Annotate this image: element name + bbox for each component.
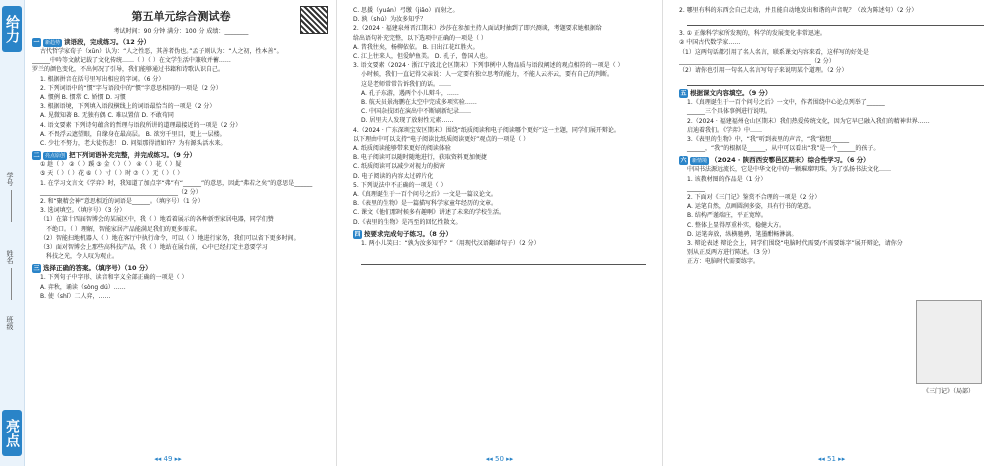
side-stripe xyxy=(0,0,25,466)
page-50 xyxy=(336,0,662,466)
section-header xyxy=(32,264,330,273)
text-line: ② 中国古代数学家…… xyxy=(679,39,741,47)
text-line: 2. 下列词语中的“惯”字与语段中的“惯”字意思相同的一项是（2 分） xyxy=(40,84,222,92)
section-header xyxy=(32,38,330,47)
text-line: 3. 语文要素（2024 · 浙江宁波北仑区期末）下列事例中人物品质与语段阐述的观点相符的一项是（ ） xyxy=(353,62,624,70)
text-line: A. 纸质阅读能够带来更好的阅读体验 xyxy=(353,145,451,153)
text-line: ______三个具体事例进行说明。 xyxy=(687,108,772,116)
tab-bottom: 亮点 xyxy=(2,410,22,456)
section-header xyxy=(32,151,330,160)
passage-line: B. 航天员景海鹏在太空中完成多项实验…… xyxy=(361,99,477,107)
page-number-value: 51 xyxy=(827,455,836,463)
text-line: A. 运笔自然，点画圆润多姿，具有行书的笔意。 xyxy=(687,203,815,211)
text-line: D.《表里的生物》是冯至的回忆性散文。 xyxy=(353,218,462,226)
calligraphy-image xyxy=(916,300,982,384)
tab-top: 给力 xyxy=(2,6,22,52)
text-line: 1. 在学习文言文《学弈》时，我知道了加点字“弗”有“______”的意思，因此“弗若之矣”的意思是______ xyxy=(40,179,313,187)
page-number: ◂◂ 51 ▸▸ xyxy=(817,455,846,463)
qr-code-icon[interactable] xyxy=(300,6,328,34)
text-line: ______________________________________________（2 分） xyxy=(40,188,202,196)
text-line: 2.（2024 · 福建福州仓山区期末）我们热爱传统文化，因为它早已融入我们的精神世界…… xyxy=(687,117,930,125)
text-line: 1. 根据拼音在括号里写出相应的字词。（6 分） xyxy=(40,75,165,83)
text-line: （2）智能扫地机器人（ ）地在客厅中执行命令，可以（ ）地进行家务，我们可以省下更多时间。 xyxy=(40,234,300,242)
text-line: 1. 下列句子中字形、读音和字义全部正确的一项是（ ） xyxy=(40,274,188,282)
text-line: 1.《真理诞生于一百个问号之后》一文中，作者围绕中心论点列举了______ xyxy=(687,99,885,107)
section-title: 根据课文内容填空。（9 分） xyxy=(690,89,772,98)
exam-meta: 考试时间：90 分钟 满分：100 分 成绩：________ xyxy=(113,28,249,35)
section-title: 按要求完成句子练习。（8 分） xyxy=(364,229,453,238)
section-tag: 亮点原创 xyxy=(45,153,66,160)
text-line: 不绝口。（ ）理解，智能家居产品能满足我们的更多需求。 xyxy=(46,225,201,233)
text-line: （2）请你也引用一句名人名言写句子来说明某个道理。（2 分） xyxy=(679,67,848,75)
text-line: C. 少壮不努力，老大徒伤悲！ D. 问渠那得清如许？为有源头活水来。 xyxy=(40,140,227,148)
section-title: 把下列词语补充完整，并完成练习。（9 分） xyxy=(69,151,197,160)
answer-blank[interactable] xyxy=(687,77,984,86)
label-banji: 班级 xyxy=(6,316,14,330)
text-line: 古代哲学家荀子（xūn）认为：“人之性恶，其善者伪也。”孟子则认为：“人之初，性本善”。 xyxy=(40,48,283,55)
text-line: 3. 辩论表述 辩论会上，同学们围绕“电脑时代需要/不需要练字”展开辩论，请你分 xyxy=(687,240,903,248)
section-number: 六 xyxy=(680,157,687,165)
text-line: ① 趁（ ） ②（ ）蹊 ③ 金（ ）（ ） ④（ ）花（ ）疑 xyxy=(40,161,182,169)
section-number: 二 xyxy=(33,152,40,160)
text-line: 中国书法源远流长，它是中华文化中的一颗璀璨明珠。为了弘扬书法文化…… xyxy=(687,166,892,174)
text-line: ____________________________________________（2 分） xyxy=(679,57,835,65)
text-line: B. 使（shǐ）二人弈，…… xyxy=(40,292,111,300)
text-line: C. 纸质阅读可以减少对视力的损害 xyxy=(353,163,446,171)
text-line: 5. 下列说法中不正确的一项是（ ） xyxy=(353,181,447,189)
text-line: 3. 根据语境，下列填入语段横线上的词语最恰当的一项是（2 分） xyxy=(40,103,216,111)
text-line: D. 孰（shú）为汝多知乎？ xyxy=(353,16,427,24)
section-number: 三 xyxy=(33,265,40,273)
section-header xyxy=(353,230,654,239)
text-line: A. 见微知著 B. 无独有偶 C. 难以置信 D. 不敢苟同 xyxy=(40,112,174,120)
passage-line: A. 孔子东游，遇两个小儿辩斗，…… xyxy=(361,89,459,97)
text-line: B.《表里的生物》是一篇描写科学家童年经历的文章。 xyxy=(353,200,498,208)
text-line: 别从正反两方进行陈述。（3 分） xyxy=(687,249,774,257)
calligraphy-caption: 《三门记》（局部） xyxy=(922,388,974,395)
passage-line: D. 居里夫人发现了放射性元素…… xyxy=(361,117,454,125)
text-line: （1）在第十四届智博会的某展区中，我（ ）地看着展示的各种新型家居电器，同学们赞 xyxy=(40,216,274,224)
text-line: 给出语句补充完整，以下选项中正确的一项是（ ） xyxy=(353,34,487,42)
text-line: A.《真理诞生于一百个问号之后》一文是一篇议论文。 xyxy=(353,191,497,199)
answer-blank[interactable] xyxy=(361,254,646,265)
text-line: 1. 该教材图的作品是（1 分） xyxy=(687,175,767,183)
text-line: A. 弈秋，诵读（sòng dú）…… xyxy=(40,283,126,291)
text-line: 正方：电脑时代需要练字。 xyxy=(687,258,760,266)
passage-line: C. 中国杂技团在演出中不断刷新纪录…… xyxy=(361,108,472,116)
divider-line xyxy=(11,268,12,300)
text-line: A. 昔我往矣，杨柳依依。 B. 日出江花红胜火。 xyxy=(353,43,479,51)
section-number: 一 xyxy=(33,39,40,46)
text-line: A. 不畏浮云遮望眼，自缘身在最高层。 B. 欲穷千里目，更上一层楼。 xyxy=(40,130,226,138)
text-line: 科技之光，令人叹为观止。 xyxy=(46,253,119,261)
text-line: B. 结构严谨端庄，平正宽绰。 xyxy=(687,212,767,220)
section-number: 五 xyxy=(680,90,687,98)
text-line: 启迪着我们。《学弈》中…… xyxy=(687,126,763,134)
page-title: 第五单元综合测试卷 xyxy=(131,10,231,23)
text-line: ______，“我”的根据是______，从中可以看出“我”是一个______的孩子。 xyxy=(687,145,880,153)
label-xuehao: 学号 xyxy=(6,172,14,186)
text-line: 4.（2024 · 广东深圳宝安区期末）围绕“纸质阅读和电子阅读哪个更好”这一主题，同学们展开辩论。 xyxy=(353,126,620,134)
page-number: ◂◂ 50 ▸▸ xyxy=(485,455,514,463)
text-line: 以下理由中可以支持“电子阅读比纸质阅读更好”观点的一项是（ ） xyxy=(353,135,530,143)
section-header xyxy=(679,156,992,165)
section-tag: 新情境 xyxy=(692,158,708,165)
section-tag: 新趋势 xyxy=(45,40,61,46)
text-line: A. 惯例 B. 惯常 C. 娇惯 D. 习惯 xyxy=(40,94,126,102)
text-line: B. 电子阅读可以随时随地进行，获取资料更加便捷 xyxy=(353,154,487,162)
passage-line: 小时候，我们一直记得父亲说：人一定要有独立思考的能力，不能人云亦云，要有自己的判断。 xyxy=(361,71,614,79)
section-title: （2024 · 陕西西安鄠邑区期末）综合性学习。（6 分） xyxy=(711,156,870,165)
section-header xyxy=(679,89,992,98)
text-line: D. 电子阅读的内容太过碎片化 xyxy=(353,172,434,180)
section-number: 四 xyxy=(354,230,361,238)
page-number: ◂◂ 49 ▸▸ xyxy=(154,455,182,463)
text-line: ______中吟等文献记载了文化传统……（ ）（ ）在文学生活中兼收并蓄…… xyxy=(32,57,231,65)
text-line: （3）面对智博会上那些高科技产品，我（ ）地站在展台前，心中已经打定主意要学习 xyxy=(40,244,268,252)
text-line: ⑤ 天（ ）（ ）花 ⑥（ ）寸（ ）时 ⑦（ ）无（ ）（ ） xyxy=(40,170,184,178)
answer-blank[interactable] xyxy=(687,17,984,26)
text-line: 2.（2024 · 福建泉州晋江期末）沙莎在参加主持人面试时抽到了即兴测谈，考题要求她根据给 xyxy=(353,25,602,33)
text-line: C. 江上往来人，但爱鲈鱼美。 D. 孔子，鲁国人也。 xyxy=(353,53,492,61)
page-51 xyxy=(662,0,1000,466)
divider-line xyxy=(11,190,12,222)
page-49 xyxy=(0,0,336,466)
text-line: D. 运笔奔放，纵横驰骋，笔墨酣畅淋漓。 xyxy=(687,230,798,238)
text-line: 罗兰的颜色变化，不出何况了引导，我们能够通过书籍和诗歌认识自己。 xyxy=(32,66,225,74)
text-line: ______ xyxy=(687,184,705,192)
text-line: 3.《表里的生物》中，“我”听到表里的声音，“我”猜想______ xyxy=(687,136,850,144)
section-title: 选择正确的答案。（填序号）（10 分） xyxy=(43,264,152,273)
text-line: 2. 和“聚精会神”意思相近的词语是______。（填序号）（1 分） xyxy=(40,198,204,206)
text-line: C. 课文《他们那时候多有趣啊》讲述了未来的学校生活。 xyxy=(353,209,506,217)
page-number-value: 49 xyxy=(163,455,173,463)
label-xingming: 姓名 xyxy=(6,250,14,264)
text-line: 2. 哪里有科的东西会自己走动，并且能自动地发出和谐的声音呢？（改为陈述句）（2 分） xyxy=(679,7,918,14)
text-line: C. 整体上显得厚重朴实，稳健大方。 xyxy=(687,221,786,229)
text-line: （1）这两句话都引用了名人名言，联系课文内容来看，这样写的好处是 xyxy=(679,48,869,56)
text-line: 4. 语文要素 下列诗句蕴含的哲理与语段所讲的道理最接近的一项是（2 分） xyxy=(40,121,242,129)
text-line: 2. 下面对《三门记》鉴赏不合理的一项是（2 分） xyxy=(687,194,821,202)
section-title: 读语段，完成练习。（12 分） xyxy=(64,38,151,46)
passage-line: 这是老师常常告诉我们的话。…… xyxy=(361,80,452,88)
text-line: 3. ① 正像科学家所发现的，科学的发展变化非常迅速。 xyxy=(679,30,826,38)
page-number-value: 50 xyxy=(495,455,504,463)
text-line: C. 思援（yuán）弓缴（jiǎo）而射之。 xyxy=(353,7,459,14)
text-line: 1. 两小儿笑曰：“孰为汝多知乎？”（用现代汉语翻译句子）（2 分） xyxy=(361,239,540,247)
text-line: 3. 选词填空。（填序号）（3 分） xyxy=(40,207,126,215)
